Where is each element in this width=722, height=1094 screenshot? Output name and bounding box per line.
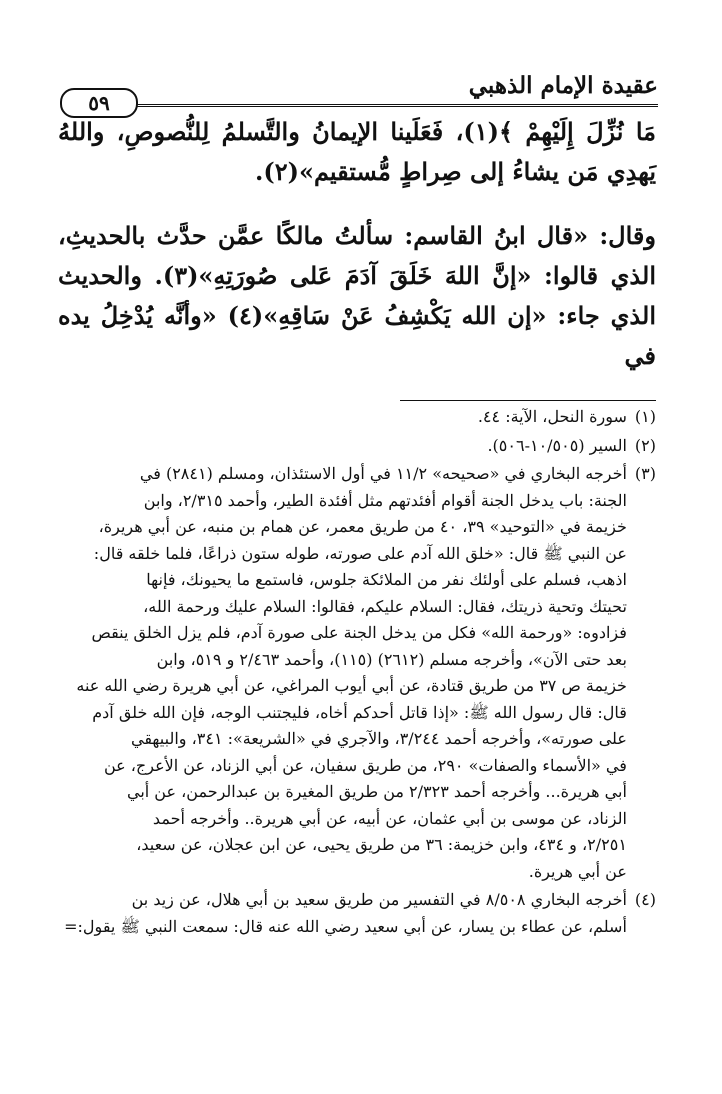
footnote-line: سورة النحل، الآية: ٤٤.: [477, 407, 627, 426]
footnote-line: خزيمة ص ٣٧ من طريق قتادة، عن أبي أيوب المراغي، عن أبي هريرة رضي الله عنه: [76, 676, 627, 695]
footnote-line: تحيتك وتحية ذريتك، فقال: السلام عليكم، فقالوا: السلام عليك ورحمة الله،: [143, 596, 627, 616]
footnote-line: الزناد، عن موسى بن أبي عثمان، عن أبيه، عن أبي هريرة.. وأخرجه أحمد: [152, 808, 627, 828]
page-number: ٥٩: [60, 88, 138, 118]
footnote-line: عن أبي هريرة.: [528, 861, 627, 881]
footnote-1: [56, 404, 656, 431]
footnote-body: [56, 461, 627, 885]
footnote-number: (٣): [634, 464, 656, 483]
footnote-line: أخرجه البخاري ٨/٥٠٨ في التفسير من طريق سعيد بن أبي هلال، عن زيد بن: [131, 890, 627, 909]
main-paragraph-1: مَا نُزِّلَ إِلَيْهِمْ ﴾(١)، فَعَلَينا الإيمانُ والتَّسلمُ لِلنُّصوصِ، واللهُ يَهدِي مَن يشاءُ إلى صِراطٍ مُّستقيم»(٢).: [58, 117, 656, 186]
header-rule: [132, 104, 658, 107]
footnote-line: الجنة: باب يدخل الجنة أقوام أفئدتهم مثل أفئدة الطير، وأحمد ٢/٣١٥، وابن: [143, 490, 627, 510]
footnote-line: أخرجه البخاري في «صحيحه» ١١/٢ في أول الاستئذان، ومسلم (٢٨٤١) في: [139, 464, 627, 483]
footnote-line: على صورته»، وأخرجه أحمد ٣/٢٤٤، والآجري في «الشريعة»: ٣٤١، والبيهقي: [130, 729, 627, 748]
footnote-line: فزادوه: «ورحمة الله» فكل من يدخل الجنة على صورة آدم، فلم يزل الخلق ينقص: [91, 623, 627, 642]
main-paragraph-2: وقال: «قال ابنُ القاسم: سألتُ مالكًا عمَّن حدَّث بالحديثِ، الذي قالوا: «إنَّ اللهَ خَلَقَ آدَمَ عَلى صُورَتِهِ»(٣). والحديث الذي جاء: «إن الله يَكْشِفُ عَنْ سَاقِهِ»(٤) «وأنَّه يُدْخِلُ يده في: [58, 221, 656, 370]
footnote-number: (١): [634, 407, 656, 426]
running-head: عقيدة الإمام الذهبي: [468, 72, 658, 99]
footnote-line: أسلم، عن عطاء بن يسار، عن أبي سعيد رضي الله عنه قال: سمعت النبي ﷺ يقول:=: [64, 916, 627, 936]
main-text: [58, 112, 656, 376]
footnote-line: عن النبي ﷺ قال: «خلق الله آدم على صورته، طوله ستون ذراعًا، فلما خلقه قال:: [93, 543, 627, 563]
footnote-separator: [400, 400, 656, 401]
footnote-2: [56, 433, 656, 460]
footnote-line: ٢/٢٥١، و ٤٣٤، وابن خزيمة: ٣٦ من طريق يحيى، عن ابن عجلان، عن سعيد،: [136, 835, 627, 854]
footnote-line: قال: قال رسول الله ﷺ: «إذا قاتل أحدكم أخاه، فليجتنب الوجه، فإن الله خلق آدم: [92, 702, 627, 722]
footnote-body: [56, 433, 627, 460]
footnote-line: بعد حتى الآن»، وأخرجه مسلم (٢٦١٢) (١١٥)، وأحمد ٢/٤٦٣ و ٥١٩، وابن: [156, 649, 627, 669]
footnote-line: أبي هريرة... وأخرجه أحمد ٢/٣٢٣ من طريق المغيرة بن عبدالرحمن، عن أبي: [126, 782, 627, 801]
footnotes: [56, 404, 656, 942]
footnote-line: السير (١٠/٥٠٥-٥٠٦).: [487, 435, 627, 455]
footnote-4: [56, 887, 656, 940]
footnote-3: [56, 461, 656, 885]
footnote-number: (٤): [634, 890, 656, 909]
footnote-line: في «الأسماء والصفات» ٢٩٠، من طريق سفيان، عن أبي الزناد، عن الأعرج، عن: [103, 755, 627, 775]
footnote-line: خزيمة في «التوحيد» ٣٩، ٤٠ من طريق معمر، عن همام بن منبه، عن أبي هريرة،: [98, 517, 627, 536]
footnote-line: اذهب، فسلم على أولئك نفر من الملائكة جلوس، فاستمع ما يحيونك، فإنها: [146, 570, 627, 589]
footnote-body: [56, 404, 627, 431]
footnote-body: [56, 887, 627, 940]
footnote-number: (٢): [634, 435, 656, 455]
